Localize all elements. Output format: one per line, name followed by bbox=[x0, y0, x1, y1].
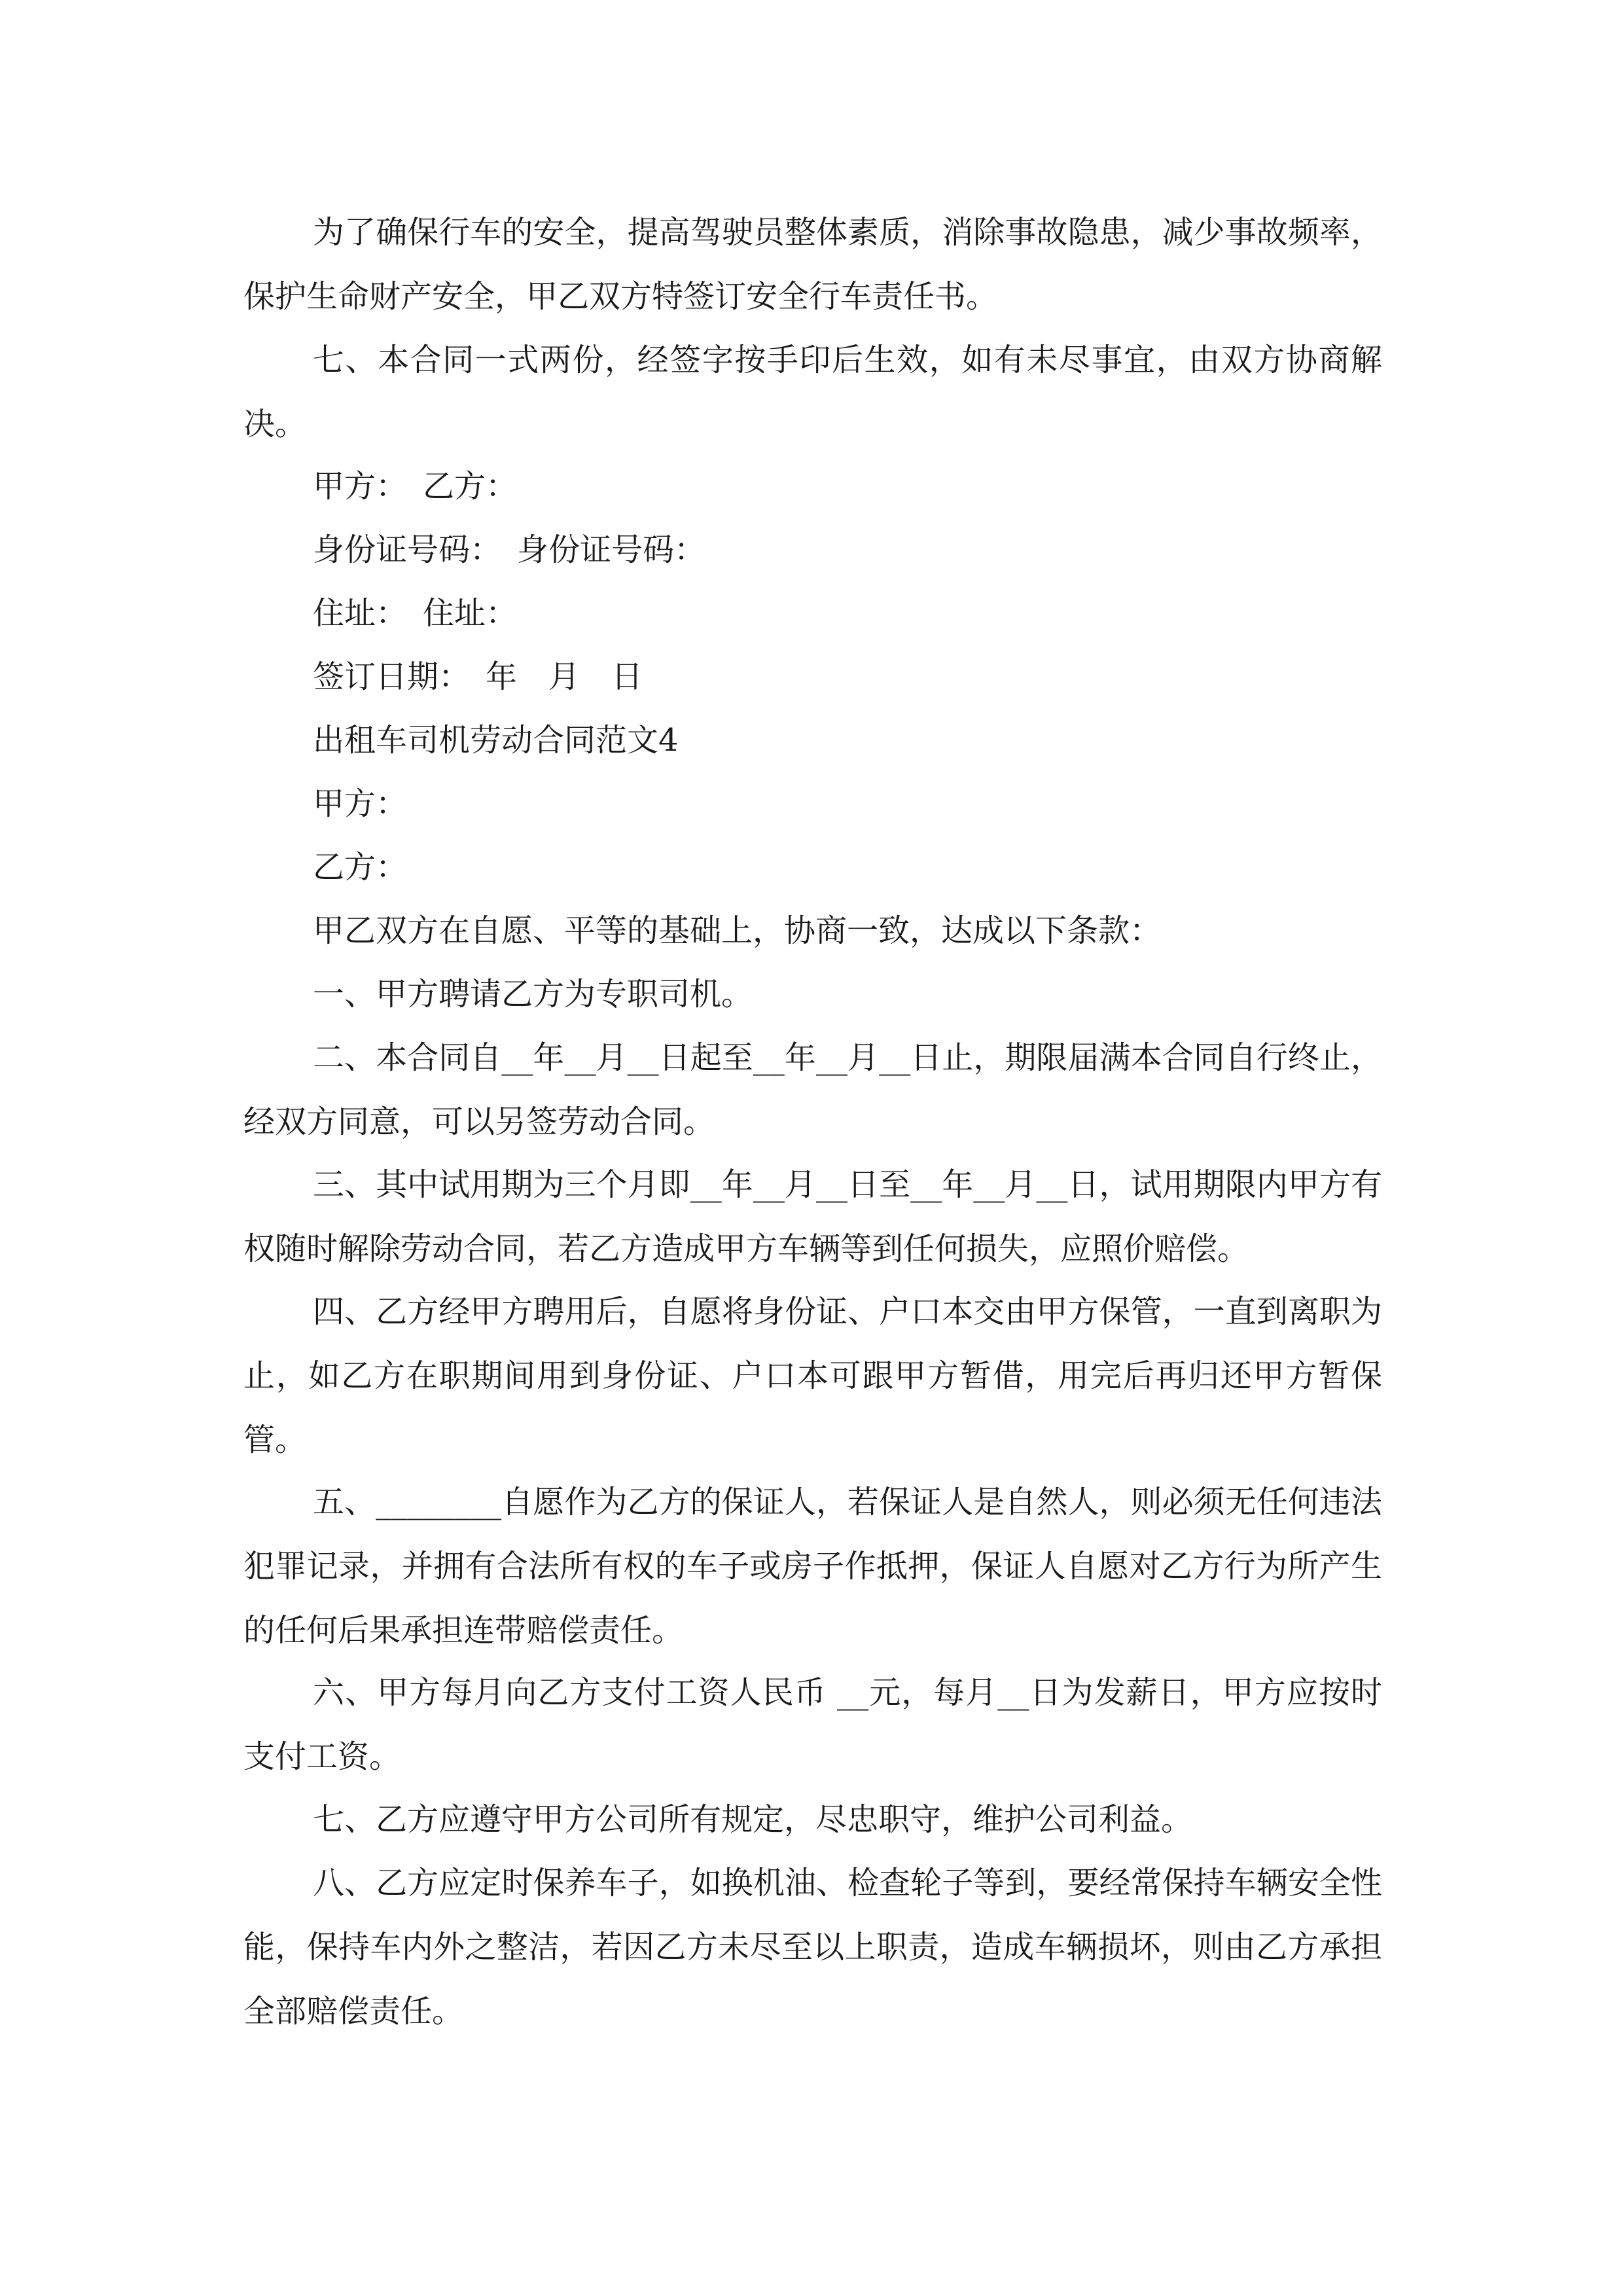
paragraph-purpose: 为了确保行车的安全，提高驾驶员整体素质，消除事故隐患，减少事故频率，保护生命财产安全，甲乙双方特签订安全行车责任书。 bbox=[243, 214, 1382, 315]
paragraph-clause-5: 五、________自愿作为乙方的保证人，若保证人是自然人，则必须无任何违法犯罪记录，并拥有合法所有权的车子或房子作抵押，保证人自愿对乙方行为所产生的任何后果承担连带赔偿责任。 bbox=[243, 1484, 1382, 1649]
signature-id-line: 身份证号码： 身份证号码： bbox=[313, 531, 706, 568]
signature-party-line: 甲方： 乙方： bbox=[313, 468, 518, 505]
party-b-line: 乙方： bbox=[313, 849, 408, 886]
section-title: 出租车司机劳动合同范文4 bbox=[313, 722, 679, 759]
paragraph-clause-8: 八、乙方应定时保养车子，如换机油、检查轮子等到，要经常保持车辆安全性能，保持车内外之整洁，若因乙方未尽至以上职责，造成车辆损坏，则由乙方承担全部赔偿责任。 bbox=[243, 1865, 1382, 2030]
paragraph-clause-7: 七、乙方应遵守甲方公司所有规定，尽忠职守，维护公司利益。 bbox=[313, 1801, 1193, 1838]
signature-address-line: 住址： 住址： bbox=[313, 595, 518, 632]
paragraph-agreement-intro: 甲乙双方在自愿、平等的基础上，协商一致，达成以下条款： bbox=[313, 912, 1162, 949]
party-a-line: 甲方： bbox=[313, 785, 408, 822]
paragraph-clause-4: 四、乙方经甲方聘用后，自愿将身份证、户口本交由甲方保管，一直到离职为止，如乙方在职期间用到身份证、户口本可跟甲方暂借，用完后再归还甲方暂保管。 bbox=[243, 1293, 1382, 1458]
paragraph-clause-1: 一、甲方聘请乙方为专职司机。 bbox=[313, 976, 753, 1013]
paragraph-clause-3: 三、其中试用期为三个月即__年__月__日至__年__月__日，试用期限内甲方有权随时解除劳动合同，若乙方造成甲方车辆等到任何损失，应照价赔偿。 bbox=[243, 1166, 1382, 1267]
signature-date-line: 签订日期： 年 月 日 bbox=[313, 658, 643, 695]
paragraph-clause-2: 二、本合同自__年__月__日起至__年__月__日止，期限届满本合同自行终止，经双方同意，可以另签劳动合同。 bbox=[243, 1039, 1382, 1140]
paragraph-clause-6: 六、甲方每月向乙方支付工资人民币 __元，每月__日为发薪日，甲方应按时支付工资。 bbox=[243, 1674, 1382, 1775]
paragraph-clause-7-copies: 七、本合同一式两份，经签字按手印后生效，如有未尽事宜，由双方协商解决。 bbox=[243, 342, 1382, 442]
